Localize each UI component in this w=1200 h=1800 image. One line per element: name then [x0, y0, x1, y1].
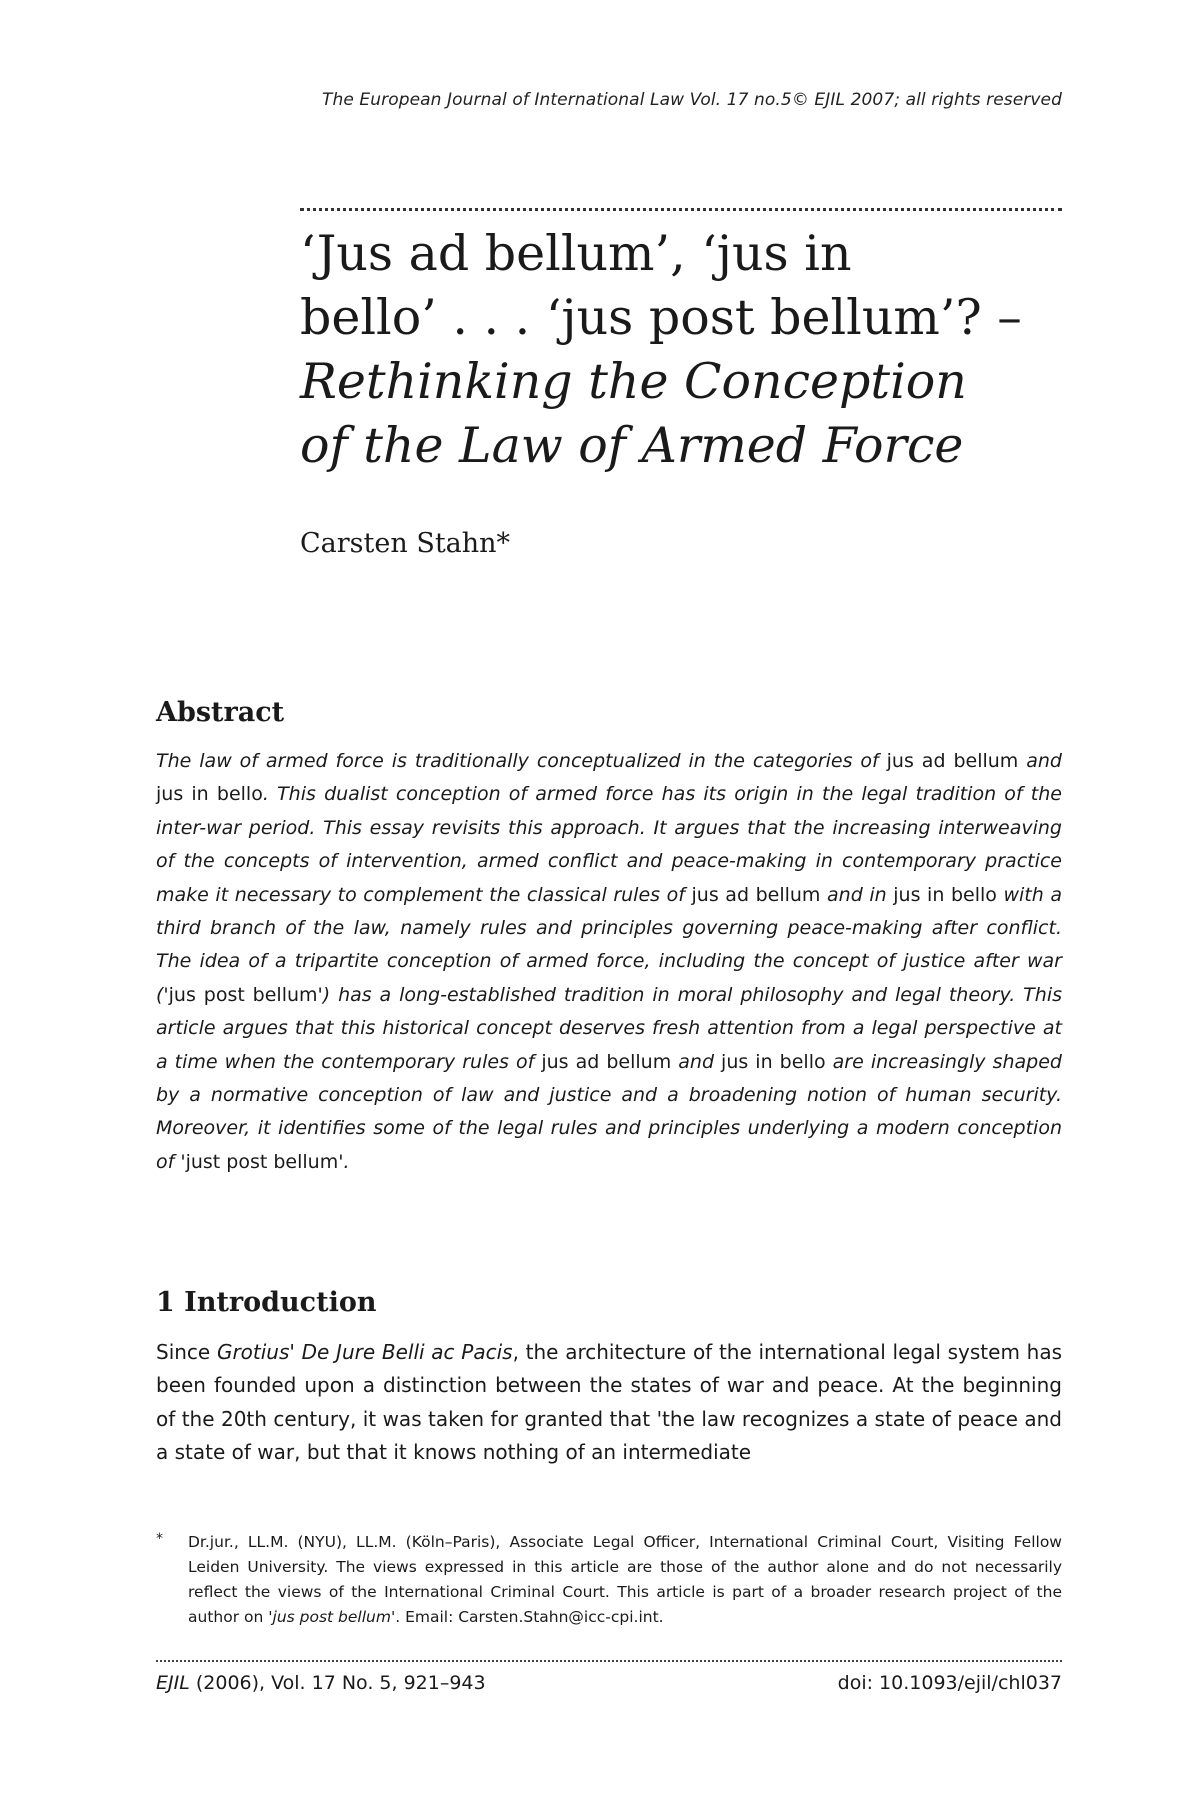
introduction-heading: 1 Introduction: [156, 1287, 377, 1318]
author-name: Carsten Stahn*: [300, 528, 511, 559]
introduction-text-segment: Since: [156, 1340, 217, 1364]
footnote: [156, 1530, 1062, 1630]
subtitle-line: Rethinking the Conception: [300, 353, 967, 410]
doi[interactable]: doi: 10.1093/ejil/chl037: [837, 1672, 1062, 1694]
citation-details: (2006), Vol. 17 No. 5, 921–943: [189, 1672, 486, 1694]
journal-abbrev: EJIL: [156, 1672, 190, 1694]
running-head: The European Journal of International Law Vol. 17 no.5© EJIL 2007; all rights reserved: [321, 90, 1062, 110]
title-line: bello’ . . . ‘jus post bellum’? –: [300, 289, 1022, 346]
abstract-text-segment: jus in bello: [156, 783, 263, 806]
title-divider: [300, 208, 1062, 211]
abstract-text-segment: and: [1018, 750, 1062, 772]
footnote-text-segment: jus post bellum: [272, 1608, 391, 1626]
footer-divider: [156, 1660, 1062, 1662]
footnote-text: [188, 1530, 1062, 1630]
footnote-text-segment: Dr.jur., LL.M. (NYU), LL.M. (Köln–Paris), Associate Legal Officer, International Criminal Court, Visiting Fellow Leiden University. The views expressed in this article are those of the author alone and do not necessarily reflect the views of the International Criminal Court. This article is part of a broader research project of the author on ': [188, 1533, 1062, 1626]
footer-citation: [156, 1672, 486, 1694]
abstract-text-segment: .: [343, 1150, 350, 1173]
abstract-text-segment: 'just post bellum': [180, 1150, 344, 1173]
footnote-marker: *: [156, 1531, 163, 1547]
footnote-text-segment: '. Email: Carsten.Stahn@icc-cpi.int.: [390, 1608, 664, 1626]
abstract-text-segment: ) has a long-established tradition in moral philosophy and legal theory. This article argues that this historical concept deserves fresh attention from a legal perspective at a time when the contemporary rules of: [156, 983, 1062, 1073]
abstract-text-segment: . This dualist conception of armed force has its origin in the legal tradition of the inter-war period. This essay revisits this approach. It argues that the increasing interweaving of the concepts of intervention, armed conflict and peace-making in contemporary practice make it necessary to complement the classical rules of: [156, 783, 1062, 906]
abstract-text-segment: jus in bello: [721, 1050, 826, 1073]
abstract-heading: Abstract: [156, 697, 285, 728]
abstract-text-segment: jus in bello: [893, 883, 997, 906]
abstract-text-segment: jus ad bellum: [541, 1050, 672, 1073]
abstract-text-segment: with a third branch of the law, namely rules and principles governing peace-making after conflict. The idea of a tripartite conception of armed force, including the concept of justice after war (: [156, 883, 1062, 1006]
abstract-text-segment: jus ad bellum: [691, 883, 821, 906]
introduction-text: [156, 1336, 1062, 1470]
abstract-text: [156, 745, 1062, 1179]
abstract-text-segment: are increasingly shaped by a normative conception of law and justice and a broadening notion of human security. Moreover, it identifies some of the legal rules and principles underlying a modern conception of: [156, 1050, 1062, 1173]
abstract-text-segment: 'jus post bellum': [163, 983, 323, 1006]
abstract-text-segment: and: [671, 1050, 722, 1073]
introduction-text-segment: , the architecture of the international legal system has been founded upon a distinction between the states of war and peace. At the beginning of the 20th century, it was taken for granted that 'the law recognizes a state of peace and a state of war, but that it knows nothing of an intermediate: [156, 1340, 1062, 1465]
abstract-text-segment: and in: [820, 883, 894, 906]
article-title: [300, 222, 1080, 478]
title-line: ‘Jus ad bellum’, ‘jus in: [300, 225, 852, 282]
introduction-text-segment: Grotius' De Jure Belli ac Pacis: [216, 1340, 513, 1364]
subtitle-line: of the Law of Armed Force: [300, 417, 964, 474]
abstract-text-segment: jus ad bellum: [886, 750, 1019, 772]
abstract-text-segment: The law of armed force is traditionally conceptualized in the categories of: [156, 750, 887, 772]
